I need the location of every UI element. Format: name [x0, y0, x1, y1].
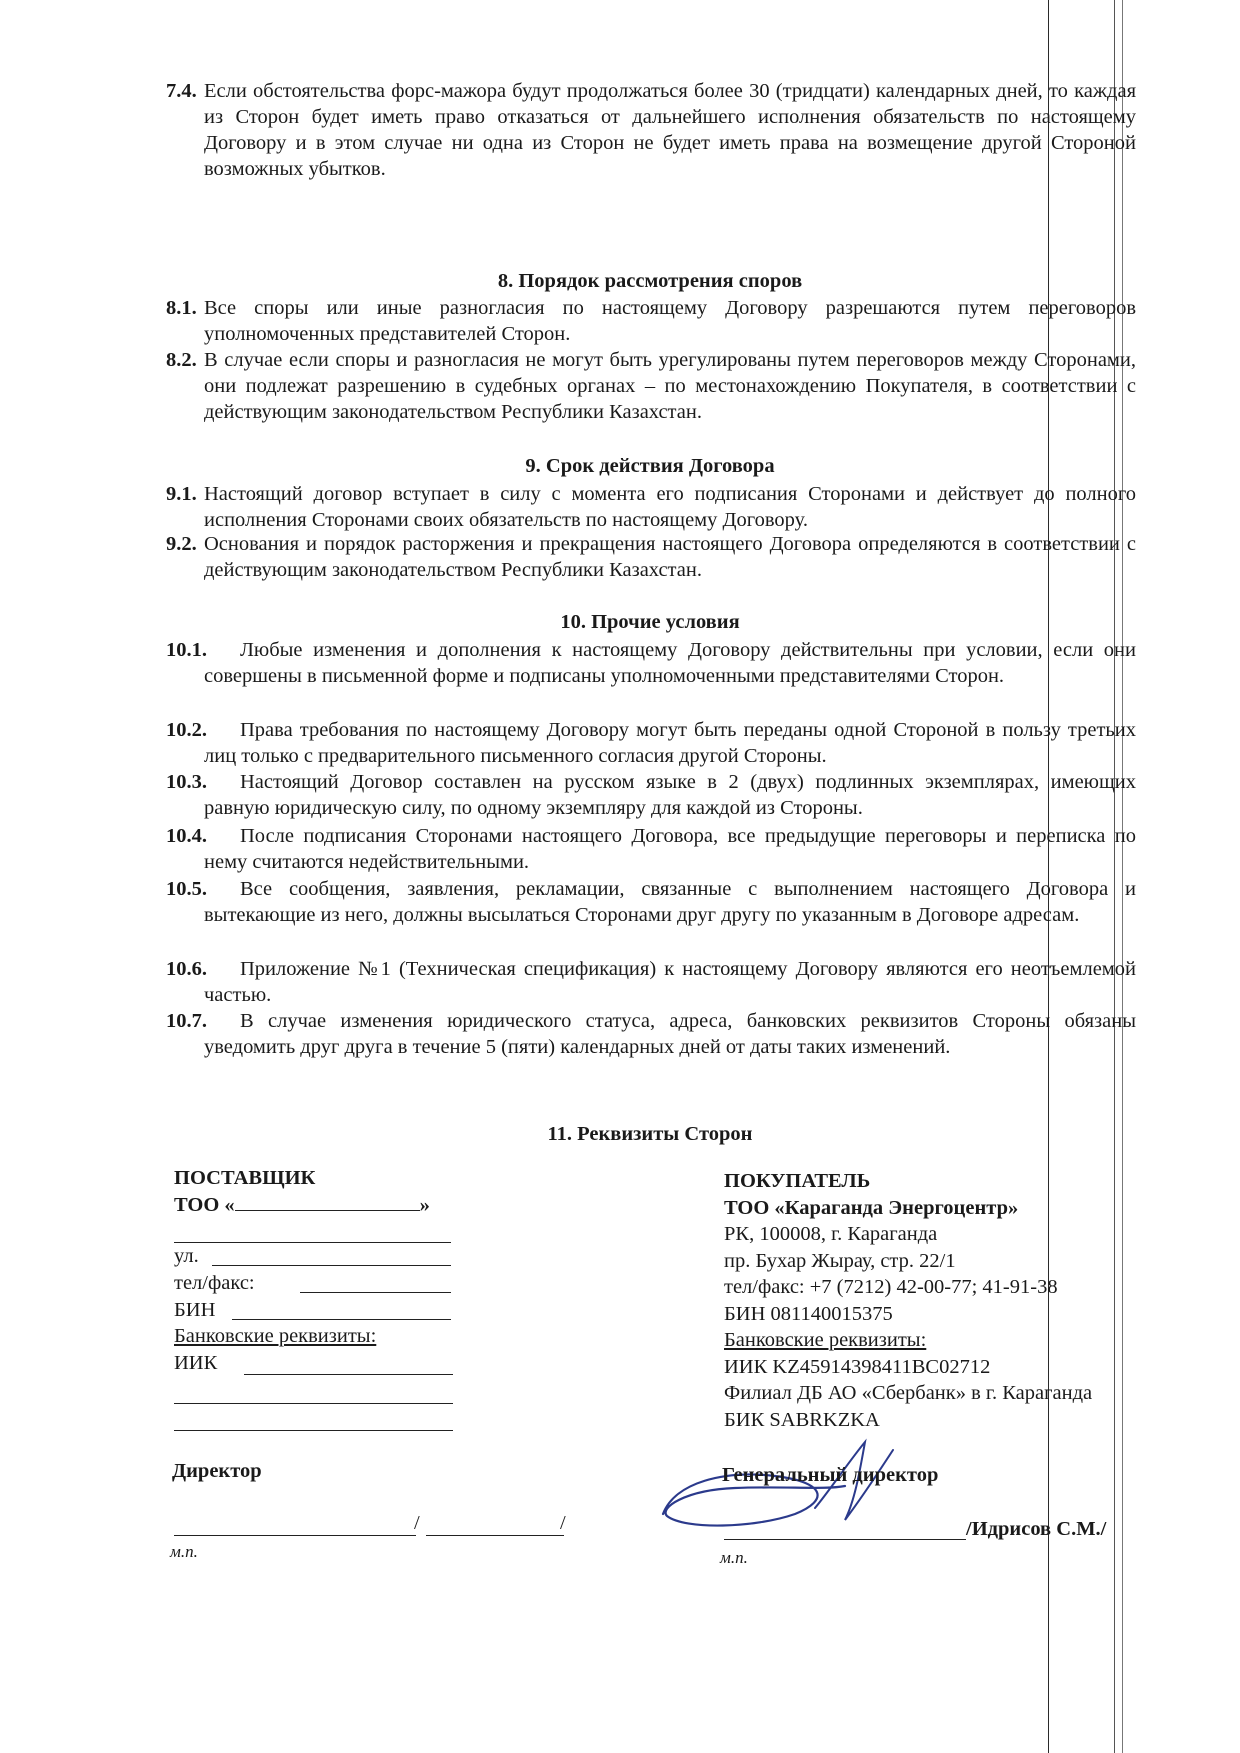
clause-text: Если обстоятельства форс-мажора будут продолжаться более 30 (тридцати) календарных дней, то каждая из Сторон будет иметь право отказаться от дальнейшего исполнения обязательств по настоящему Договору и в этом случае ни одна из Сторон не будет иметь права на возмещение другой Стороной возможных убытков.	[204, 80, 1136, 180]
clause-text: Приложение №1 (Техническая спецификация) к настоящему Договору являются его неотъемлемой частью.	[204, 958, 1136, 1006]
buyer-heading: ПОКУПАТЕЛЬ	[724, 1170, 871, 1192]
clause-number: 10.3.	[166, 771, 207, 793]
slash: /	[414, 1512, 420, 1534]
clause-10-5	[166, 876, 1136, 928]
clause-number: 10.4.	[166, 825, 207, 847]
section-heading-8: 8. Порядок рассмотрения споров	[497, 270, 803, 292]
signature-line	[174, 1535, 416, 1536]
slash: /	[560, 1512, 566, 1534]
section-heading-11: 11. Реквизиты Сторон	[547, 1123, 753, 1145]
company-prefix: ТОО «	[174, 1193, 235, 1216]
buyer-bik: БИК SABRKZKA	[724, 1408, 880, 1431]
clause-text: В случае если споры и разногласия не могут быть урегулированы путем переговоров между Сторонами, они подлежат разрешению в судебных органах – по местонахождению Покупателя, в соответствии с действующим законодательством Республики Казахстан.	[204, 349, 1136, 423]
clause-9-1	[166, 481, 1136, 533]
clause-10-7	[166, 1008, 1136, 1060]
iik-field	[244, 1374, 453, 1375]
clause-text: Любые изменения и дополнения к настоящему Договору действительны при условии, если они совершены в письменной форме и подписаны уполномоченными представителями Сторон.	[204, 639, 1136, 687]
clause-number: 10.7.	[166, 1010, 207, 1032]
buyer-director-label: Генеральный директор	[722, 1464, 939, 1486]
clause-text: Все споры или иные разногласия по настоящему Договору разрешаются путем переговоров уполномоченных представителей Сторон.	[204, 297, 1136, 345]
clause-7-4	[166, 78, 1136, 182]
clause-10-4	[166, 823, 1136, 875]
iik-label: ИИК	[174, 1352, 218, 1374]
clause-10-3	[166, 769, 1136, 821]
clause-number: 8.2.	[166, 349, 197, 371]
clause-10-1	[166, 637, 1136, 689]
company-suffix: »	[419, 1193, 430, 1216]
clause-8-2	[166, 347, 1136, 425]
clause-text: Настоящий договор вступает в силу с момента его подписания Сторонами и действует до полного исполнения Сторонами своих обязательств по настоящему Договору.	[204, 483, 1136, 531]
phone-field	[300, 1292, 451, 1293]
blank-line	[174, 1403, 453, 1404]
supplier-heading: ПОСТАВЩИК	[174, 1167, 316, 1189]
buyer-stamp-label: м.п.	[720, 1548, 748, 1567]
buyer-bin: БИН 081140015375	[724, 1302, 893, 1325]
section-heading-10: 10. Прочие условия	[560, 611, 740, 633]
buyer-address-2: пр. Бухар Жырау, стр. 22/1	[724, 1249, 956, 1272]
street-label: ул.	[174, 1245, 199, 1267]
supplier-director-label: Директор	[172, 1460, 262, 1482]
bin-field	[232, 1319, 451, 1320]
clause-10-6	[166, 956, 1136, 1008]
clause-text: Основания и порядок расторжения и прекращения настоящего Договора определяются в соответствии с действующим законодательством Республики Казахстан.	[204, 533, 1136, 581]
blank-line	[174, 1430, 453, 1431]
supplier-iik	[174, 1350, 474, 1377]
clause-text: Права требования по настоящему Договору могут быть переданы одной Стороной в пользу третьих лиц только с предварительного письменного согласия другой Стороны.	[204, 719, 1136, 767]
supplier-company	[174, 1192, 474, 1219]
buyer-signatory: /Идрисов С.М./	[966, 1518, 1107, 1540]
clause-text: Настоящий Договор составлен на русском языке в 2 (двух) подлинных экземплярах, имеющих равную юридическую силу, по одному экземпляру для каждой из Стороны.	[204, 771, 1136, 819]
clause-number: 9.2.	[166, 533, 197, 555]
clause-number: 8.1.	[166, 297, 197, 319]
clause-text: В случае изменения юридического статуса, адреса, банковских реквизитов Стороны обязаны уведомить друг друга в течение 5 (пяти) календарных дней от даты таких изменений.	[204, 1010, 1136, 1058]
buyer-branch: Филиал ДБ АО «Сбербанк» в г. Караганда	[724, 1382, 1093, 1404]
supplier-block	[174, 1165, 474, 1218]
buyer-address-1: РК, 100008, г. Караганда	[724, 1223, 938, 1245]
company-name-field	[235, 1192, 420, 1211]
supplier-bank	[174, 1323, 474, 1350]
buyer-block	[724, 1168, 1184, 1433]
street-field	[212, 1265, 451, 1266]
clause-10-2	[166, 717, 1136, 769]
clause-number: 10.6.	[166, 958, 207, 980]
clause-number: 10.5.	[166, 878, 207, 900]
clause-number: 10.2.	[166, 719, 207, 741]
buyer-iik: ИИК KZ45914398411BC02712	[724, 1355, 991, 1378]
bin-label: БИН	[174, 1299, 216, 1321]
clause-text: После подписания Сторонами настоящего Договора, все предыдущие переговоры и переписка по нему считаются недействительными.	[204, 825, 1136, 873]
name-line	[426, 1535, 564, 1536]
buyer-company: ТОО «Караганда Энергоцентр»	[724, 1196, 1019, 1219]
clause-9-2	[166, 531, 1136, 583]
clause-number: 9.1.	[166, 483, 197, 505]
clause-8-1	[166, 295, 1136, 347]
phone-label: тел/факс:	[174, 1272, 255, 1294]
clause-text: Все сообщения, заявления, рекламации, связанные с выполнением настоящего Договора и вытекающие из него, должны высылаться Сторонами друг другу по указанным в Договоре адресам.	[204, 878, 1136, 926]
clause-number: 10.1.	[166, 639, 207, 661]
supplier-stamp-label: м.п.	[170, 1542, 198, 1561]
buyer-bank-label: Банковские реквизиты:	[724, 1329, 927, 1351]
buyer-phone: тел/факс: +7 (7212) 42-00-77; 41-91-38	[724, 1276, 1058, 1298]
signature-line	[724, 1539, 966, 1540]
section-heading-9: 9. Срок действия Договора	[525, 455, 775, 477]
bank-label: Банковские реквизиты:	[174, 1325, 377, 1347]
clause-number: 7.4.	[166, 80, 197, 102]
